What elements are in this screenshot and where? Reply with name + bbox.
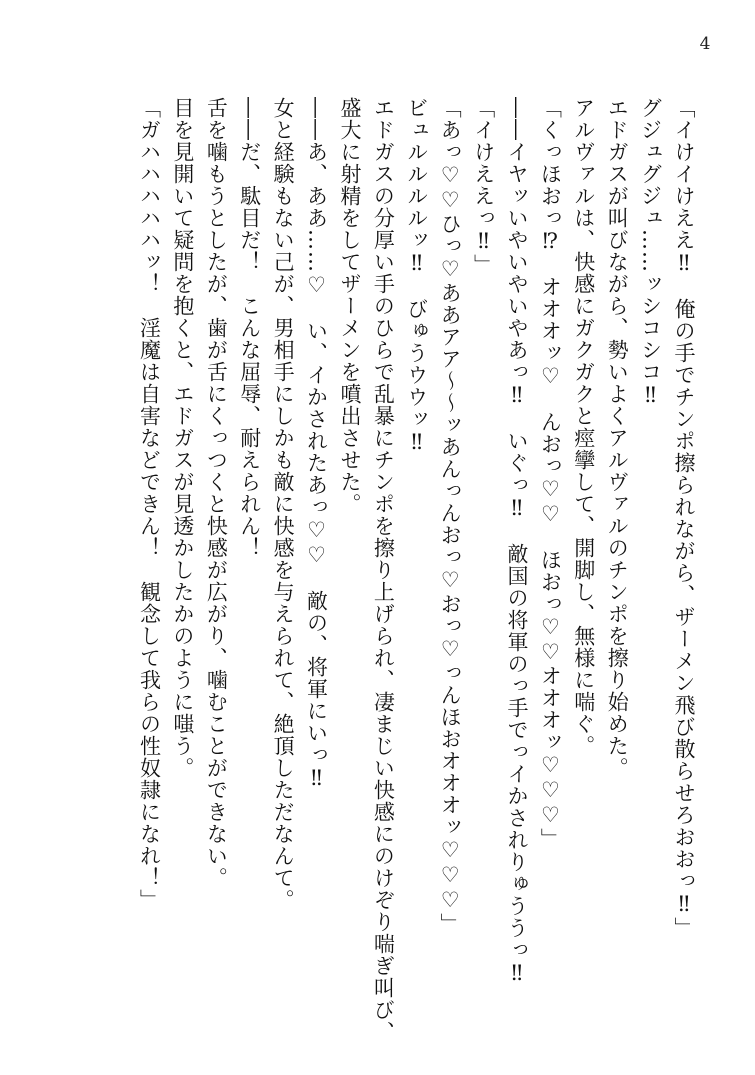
text-line: ――あ、ああ……♡ い、イかされたあっ♡♡ 敵の、将軍にいっ‼	[304, 97, 329, 791]
text-line: 「イけイけええ‼ 俺の手でチンポ擦られながら、ザーメン飛び散らせろおおっ‼」	[672, 97, 696, 939]
text-line: アルヴァルは、快感にガクガクと痙攣して、開脚し、無様に喘ぐ。	[571, 97, 596, 757]
text-line: ――イヤッいやいやいやあっ‼ いぐっ‼ 敵国の将軍のっ手でっイかされりゅううっ‼	[504, 97, 529, 986]
text-line: ――だ、駄目だ！ こんな屈辱、耐えられん！	[237, 97, 262, 559]
text-line: エドガスが叫びながら、勢いよくアルヴァルのチンポを擦り始めた。	[605, 97, 630, 779]
text-line: 「ガハハハハハッ！ 淫魔は自害などできん！ 観念して我らの性奴隷になれ！」	[137, 97, 162, 911]
text-line: 「くっほおっ⁉ オオオッ♡ んおっ♡♡ ほおっ♡♡オオオッ♡♡♡」	[538, 97, 563, 850]
text-line: エドガスの分厚い手のひらで乱暴にチンポを擦り上げられ、凄まじい快感にのけぞり喘ぎ叫び、	[371, 97, 396, 1043]
vertical-text-body	[80, 97, 700, 1043]
text-line: ビュルルルルッ‼ びゅうウウッ‼	[404, 97, 429, 455]
text-line: 女と経験もない己が、男相手にしかも敵に快感を与えられて、絶頂しただなんて。	[271, 97, 296, 911]
text-line: 盛大に射精をしてザーメンを噴出させた。	[337, 97, 362, 515]
text-line: 目を見開いて疑問を抱くと、エドガスが見透かしたかのように嗤う。	[170, 97, 195, 779]
page-number: 4	[699, 34, 711, 54]
text-line: 舌を噛もうとしたが、歯が舌にくっつくと快感が広がり、噛むことができない。	[204, 97, 229, 889]
text-line: 「あっ♡♡ひっ♡ああアア～～ッあんっんおっ♡おっ♡っんほおオオオッ♡♡♡」	[438, 97, 463, 935]
text-line: 「イけええっ‼」	[471, 97, 496, 276]
text-line: グジュグジュ……ッシコシコ‼	[638, 97, 663, 408]
